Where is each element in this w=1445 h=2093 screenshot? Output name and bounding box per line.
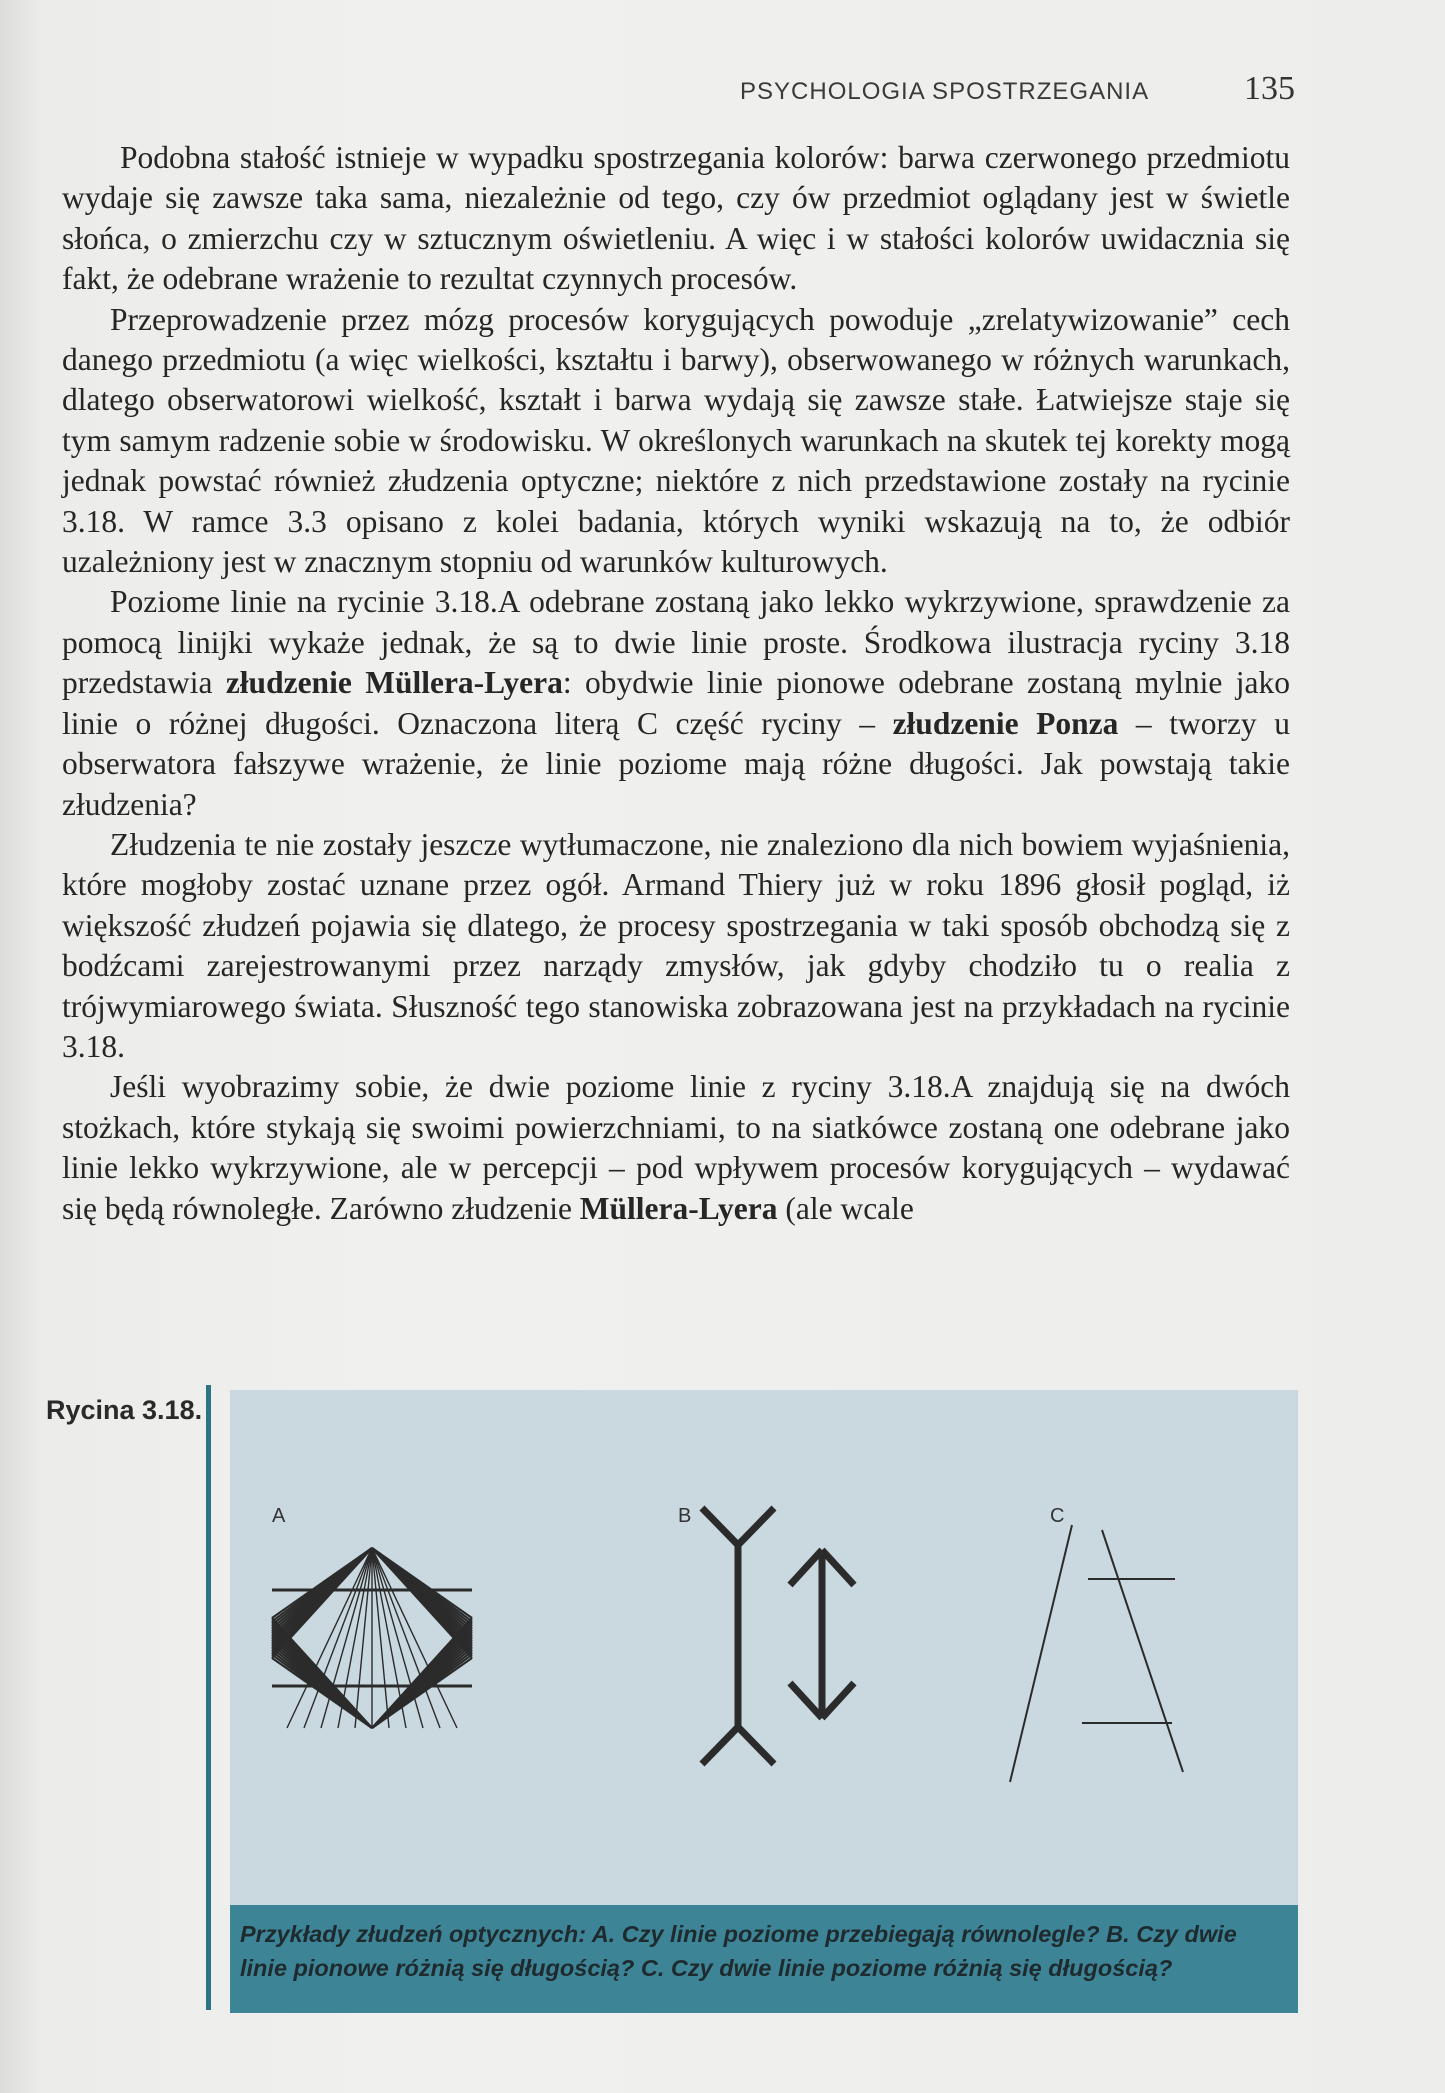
- paragraph-3: [62, 582, 1290, 824]
- term-muller-lyer-2: Müllera-Lyera: [579, 1190, 778, 1226]
- page-number: 135: [1244, 70, 1295, 107]
- ponzo-illusion: [1010, 1525, 1183, 1782]
- hering-ray: [272, 1658, 372, 1728]
- hering-ray: [287, 1548, 372, 1728]
- paragraph-2: Przeprowadzenie przez mózg procesów korygujących powoduje „zrelatywizowanie” cech danego przedmiotu (a więc wielkości, kształtu i barwy), obserwowanego w różnych warunkach, dlatego obserwatorowi wielkość, kształt i barwa wydają się zawsze stałe. Łatwiejsze staje się tym samym radzenie sobie w środowisku. W określonych warunkach na skutek tej korekty mogą jednak powstać również złudzenia optyczne; niektóre z nich przedstawione zostały na rycinie 3.18. W ramce 3.3 opisano z kolei badania, których wyniki wskazują na to, że odbiór uzależniony jest w znacznym stopniu od warunków kulturowych.: [62, 301, 1290, 580]
- fin-left-top-1: [702, 1508, 738, 1545]
- figure-label: Rycina 3.18.: [46, 1395, 203, 1425]
- arrow-right-top-2: [822, 1550, 854, 1585]
- hering-ray: [372, 1658, 472, 1728]
- paragraph-5: [62, 1067, 1290, 1229]
- body-text: [62, 138, 1290, 1229]
- ponzo-right-rail: [1102, 1530, 1183, 1772]
- paragraph-3-text-c: : obydwie linie pionowe odebrane zostaną mylnie jako linie o różnej długości. Oznaczona literą C część ryciny –: [62, 665, 1290, 741]
- hering-illusion: [272, 1548, 472, 1728]
- figure-label-column: [36, 1385, 211, 2010]
- figure-panel: [230, 1390, 1298, 1915]
- fin-left-bottom-1: [702, 1727, 738, 1764]
- figure-caption: Przykłady złudzeń optycznych: A. Czy linie poziome przebiegają równolegle? B. Czy dwie linie pionowe różnią się długością? C. Czy dwie linie poziome różnią się długością?: [230, 1905, 1298, 2013]
- paragraph-5-text-a: Jeśli wyobrazimy sobie, że dwie poziome linie z ryciny 3.18.A znajdują się na dwóch stożkach, które stykają się swoimi powierzchniami, to na siatkówce zostaną one odebrane jako linie lekko wykrzywione, ale w percepcji – pod wpływem procesów korygujących – wydawać się będą równoległe. Zarówno złudzenie: [62, 1069, 1290, 1226]
- panel-b-letter: B: [678, 1505, 692, 1527]
- ponzo-left-rail: [1010, 1525, 1072, 1782]
- illusions-illustration: [230, 1390, 1298, 1915]
- running-title: PSYCHOLOGIA SPOSTRZEGANIA: [740, 78, 1150, 105]
- arrow-right-top-1: [790, 1550, 822, 1585]
- running-head: [740, 70, 1295, 108]
- hering-ray: [372, 1548, 389, 1728]
- hering-ray: [355, 1548, 372, 1728]
- paragraph-3-text-a: Poziome linie na rycinie 3.18.A odebrane zostaną jako lekko wykrzywione, sprawdzenie za pomocą linijki wykaże jednak, że są to dwie linie proste. Środkowa ilustracja ryciny 3.18 przedstawia: [62, 584, 1290, 701]
- paragraph-3-text-e: – tworzy u obserwatora fałszywe wrażenie, że linie poziome mają różne długości. Jak powstają takie złudzenia?: [62, 705, 1290, 822]
- panel-a-letter: A: [272, 1505, 286, 1527]
- paragraph-1: Podobna stałość istnieje w wypadku spostrzegania kolorów: barwa czerwonego przedmiotu wydaje się zawsze taka sama, niezależnie od tego, czy ów przedmiot oglądany jest w świetle słońca, o zmierzchu czy w sztucznym oświetleniu. A więc i w stałości kolorów uwidacznia się fakt, że odebrane wrażenie to rezultat czynnych procesów.: [62, 140, 1290, 297]
- panel-c-letter: C: [1050, 1505, 1065, 1527]
- paragraph-4: Złudzenia te nie zostały jeszcze wytłumaczone, nie znaleziono dla nich bowiem wyjaśnienia, które mogłoby zostać uznane przez ogół. Armand Thiery już w roku 1896 głosił pogląd, iż większość złudzeń pojawia się dlatego, że procesy spostrzegania w taki sposób obchodzą się z bodźcami zarejestrowanymi przez narządy zmysłów, jak gdyby chodziło tu o realia z trójwymiarowego świata. Słuszność tego stanowiska zobrazowana jest na przykładach na rycinie 3.18.: [62, 826, 1290, 1064]
- arrow-right-bottom-2: [822, 1683, 854, 1718]
- hering-ray: [372, 1548, 457, 1728]
- term-muller-lyer: złudzenie Müllera-Lyera: [225, 665, 563, 701]
- fin-left-bottom-2: [738, 1727, 774, 1764]
- paragraph-5-text-c: (ale wcale: [777, 1190, 914, 1226]
- fin-left-top-2: [738, 1508, 774, 1545]
- term-ponzo: złudzenie Ponza: [892, 705, 1119, 741]
- muller-lyer-illusion: [702, 1508, 854, 1764]
- arrow-right-bottom-1: [790, 1683, 822, 1718]
